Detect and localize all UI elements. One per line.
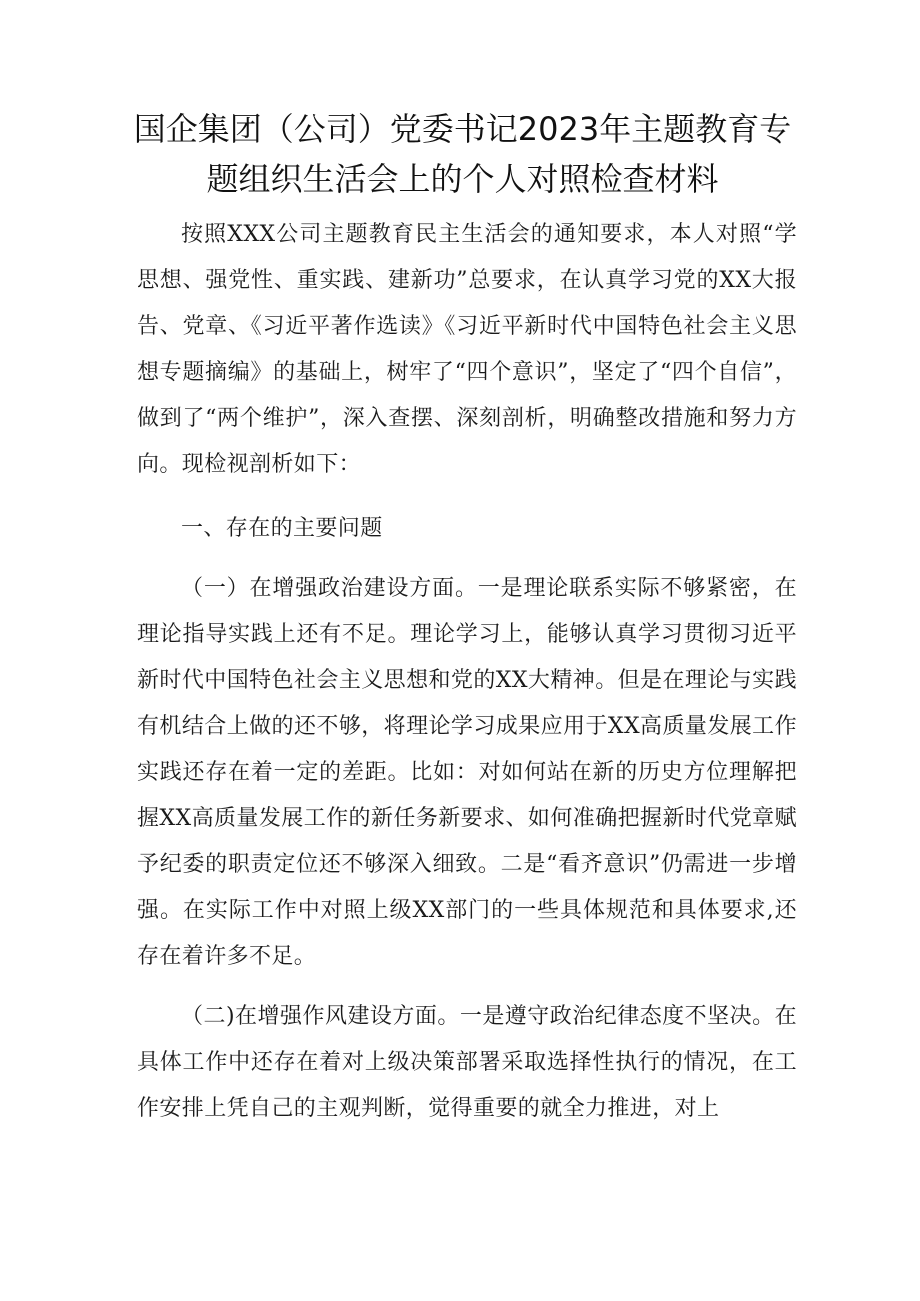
intro-paragraph: 按照XXX公司主题教育民主生活会的通知要求，本人对照“学思想、强党性、重实践、建新功”总要求，在认真学习党的XX大报告、党章、《习近平著作选读》《习近平新时代中国特色社会主义思想专题摘编》的基础上，树牢了“四个意识”，坚定了“四个自信”，做到了“两个维护”，深入查摆、深刻剖析，明确整改措施和努力方向。现检视剖析如下： [137,222,797,477]
document-title: 国企集团（公司）党委书记2023年主题教育专题组织生活会上的个人对照检查材料 [133,110,792,198]
section-heading: 一、存在的主要问题 [181,516,383,541]
paragraph-political-construction: （一）在增强政治建设方面。一是理论联系实际不够紧密，在理论指导实践上还有不足。理论学习上，能够认真学习贯彻习近平新时代中国特色社会主义思想和党的XX大精神。但是在理论与实践有机结合上做的还不够，将理论学习成果应用于XX高质量发展工作实践还存在着一定的差距。比如：对如何站在新的历史方位理解把握XX高质量发展工作的新任务新要求、如何准确把握新时代党章赋予纪委的职责定位还不够深入细致。二是“看齐意识”仍需进一步增强。在实际工作中对照上级XX部门的一些具体规范和具体要求,还存在着许多不足。 [137,576,797,969]
paragraph-work-style-construction: （二)在增强作风建设方面。一是遵守政治纪律态度不坚决。在具体工作中还存在着对上级决策部署采取选择性执行的情况，在工作安排上凭自己的主观判断，觉得重要的就全力推进，对上 [137,1004,797,1121]
document-body [137,212,797,1132]
